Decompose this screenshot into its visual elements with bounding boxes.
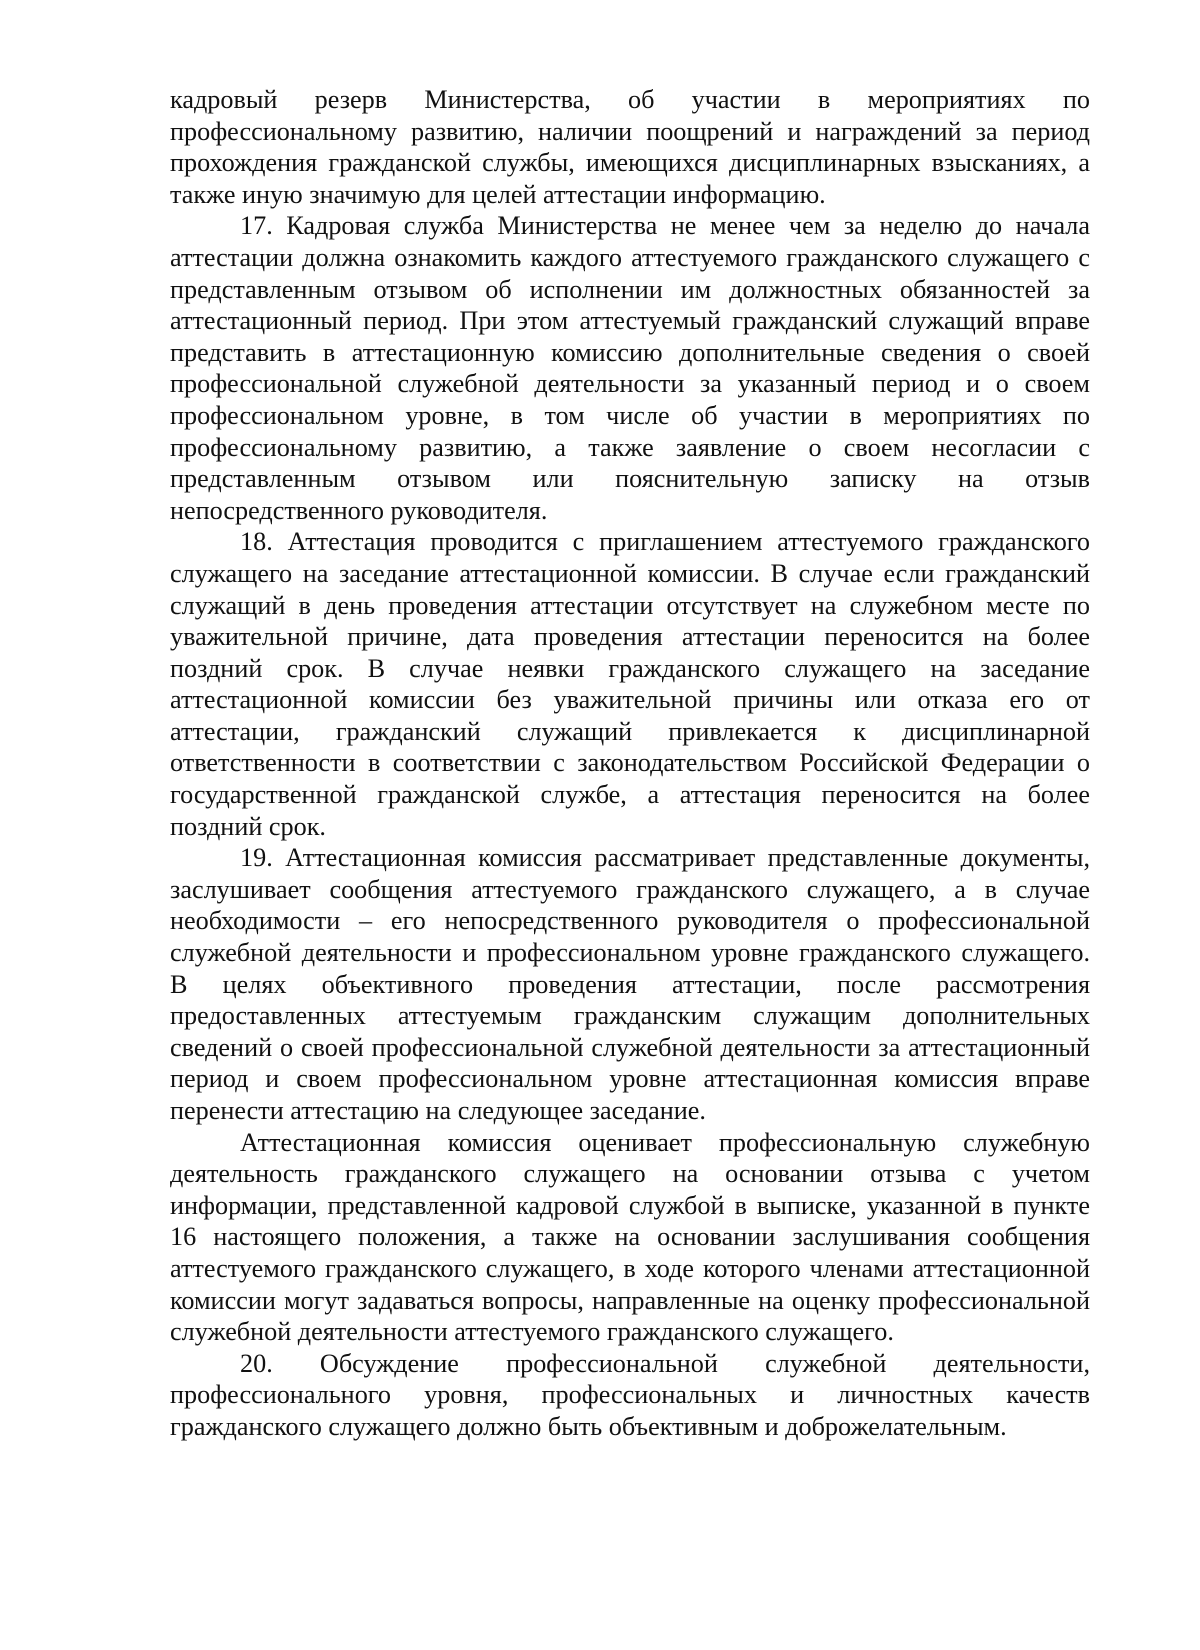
paragraph-19: 19. Аттестационная комиссия рассматривает представленные документы, заслушивает сообщения аттестуемого гражданского служащего, а в случае необходимости – его непосредственного руководителя о профессиональной служебной деятельности и профессиональном уровне гражданского служащего. В целях объективного проведения аттестации, после рассмотрения предоставленных аттестуемым гражданским служащим дополнительных сведений о своей профессиональной служебной деятельности за аттестационный период и своем профессиональном уровне аттестационная комиссия вправе перенести аттестацию на следующее заседание. bbox=[170, 843, 1090, 1125]
document-body bbox=[170, 84, 1090, 1443]
paragraph-18: 18. Аттестация проводится с приглашением аттестуемого гражданского служащего на заседание аттестационной комиссии. В случае если гражданский служащий в день проведения аттестации отсутствует на служебном месте по уважительной причине, дата проведения аттестации переносится на более поздний срок. В случае неявки гражданского служащего на заседание аттестационной комиссии без уважительной причины или отказа его от аттестации, гражданский служащий привлекается к дисциплинарной ответственности в соответствии с законодательством Российской Федерации о государственной гражданской службе, а аттестация переносится на более поздний срок. bbox=[170, 527, 1090, 841]
paragraph-19-evaluation: Аттестационная комиссия оценивает профессиональную служебную деятельность гражданского служащего на основании отзыва с учетом информации, представленной кадровой службой в выписке, указанной в пункте 16 настоящего положения, а также на основании заслушивания сообщения аттестуемого гражданского служащего, в ходе которого членами аттестационной комиссии могут задаваться вопросы, направленные на оценку профессиональной служебной деятельности аттестуемого гражданского служащего. bbox=[170, 1127, 1090, 1347]
paragraph-20: 20. Обсуждение профессиональной служебной деятельности, профессионального уровня, профессиональных и личностных качеств гражданского служащего должно быть объективным и доброжелательным. bbox=[170, 1348, 1090, 1441]
paragraph-continuation: кадровый резерв Министерства, об участии в мероприятиях по профессиональному развитию, наличии поощрений и награждений за период прохождения гражданской службы, имеющихся дисциплинарных взысканиях, а также иную значимую для целей аттестации информацию. bbox=[170, 85, 1090, 209]
paragraph-17: 17. Кадровая служба Министерства не менее чем за неделю до начала аттестации должна ознакомить каждого аттестуемого гражданского служащего с представленным отзывом об исполнении им должностных обязанностей за аттестационный период. При этом аттестуемый гражданский служащий вправе представить в аттестационную комиссию дополнительные сведения о своей профессиональной служебной деятельности за указанный период и о своем профессиональном уровне, в том числе об участии в мероприятиях по профессиональному развитию, а также заявление о своем несогласии с представленным отзывом или пояснительную записку на отзыв непосредственного руководителя. bbox=[170, 211, 1090, 525]
